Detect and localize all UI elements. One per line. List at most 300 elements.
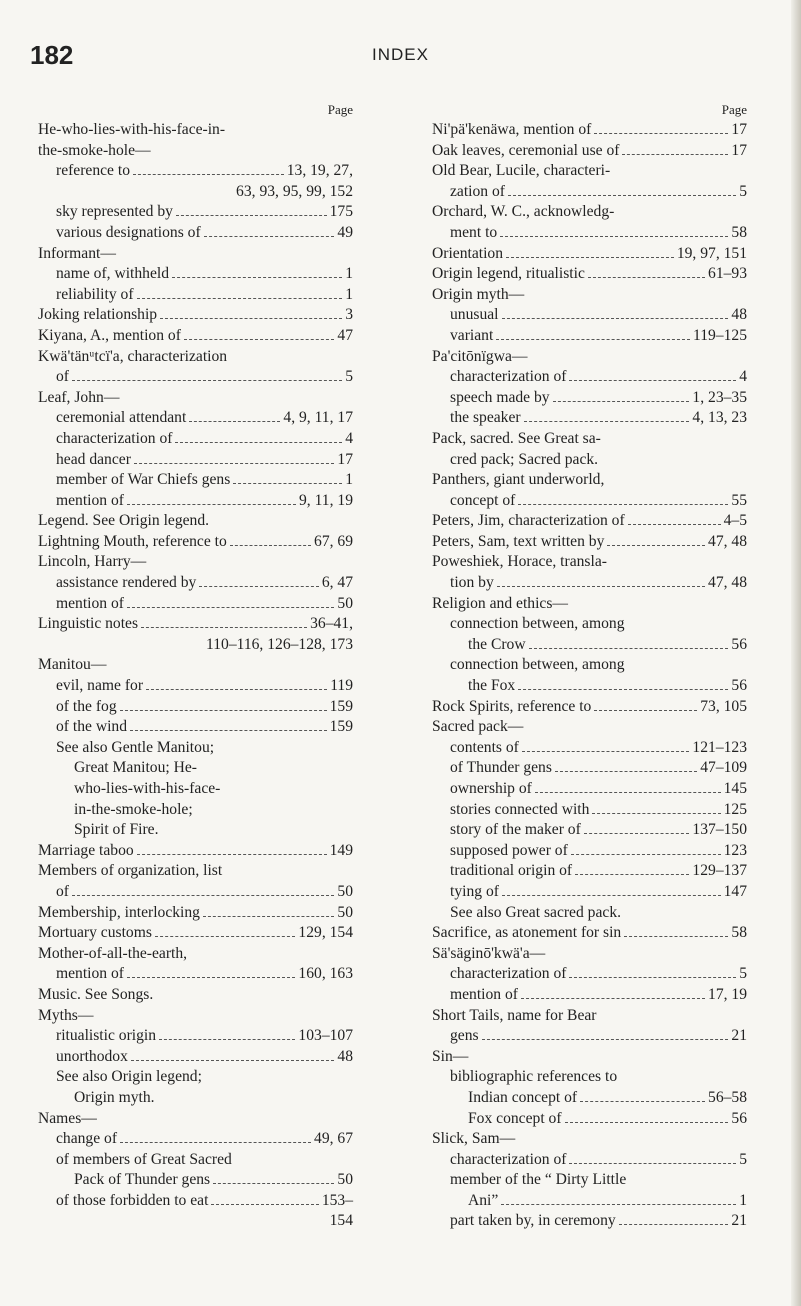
entry-text: speech made by <box>450 388 550 406</box>
index-cross-reference: Origin myth. <box>74 1088 155 1106</box>
entry-text: Oak leaves, ceremonial use of <box>432 141 620 159</box>
page-reference: 1 <box>739 1191 747 1209</box>
page-reference: 123 <box>723 841 747 859</box>
dot-leader <box>524 421 690 422</box>
dot-leader <box>120 1142 311 1143</box>
page-reference: 73, 105 <box>700 697 747 715</box>
dot-leader <box>553 401 690 402</box>
dot-leader <box>569 1163 736 1164</box>
index-heading <box>432 244 747 265</box>
entry-text: concept of <box>450 491 516 509</box>
index-subentry <box>38 882 353 903</box>
page-reference: 4 <box>739 368 747 386</box>
entry-text: characterization of <box>450 1150 567 1168</box>
page-reference: 47–109 <box>700 759 747 777</box>
index-subentry <box>38 450 353 471</box>
dot-leader <box>584 833 690 834</box>
dot-leader <box>133 174 284 175</box>
entry-text: Marriage taboo <box>38 841 134 859</box>
index-cross-reference: See also Great sacred pack. <box>450 903 622 921</box>
index-heading <box>432 202 747 223</box>
dot-leader <box>508 195 736 196</box>
index-heading <box>38 923 353 944</box>
index-heading <box>38 120 353 141</box>
index-heading <box>432 552 747 573</box>
dot-leader <box>575 874 689 875</box>
dot-leader <box>501 1204 736 1205</box>
index-subentry <box>432 1191 747 1212</box>
dot-leader <box>127 607 334 608</box>
entry-text: Members of organization, list <box>38 862 223 880</box>
index-subentry <box>432 1088 747 1109</box>
page-reference: 9, 11, 19 <box>299 491 353 509</box>
page-reference: 17 <box>731 141 747 159</box>
page-reference: 58 <box>731 223 747 241</box>
index-heading <box>38 347 353 368</box>
entry-text: Old Bear, Lucile, characteri- <box>432 162 611 180</box>
index-subentry <box>38 491 353 512</box>
page-reference: 4, 9, 11, 17 <box>283 409 353 427</box>
dot-leader <box>594 133 728 134</box>
entry-text: connection between, among <box>450 615 625 633</box>
entry-text: unorthodox <box>56 1047 128 1065</box>
index-subentry <box>432 223 747 244</box>
index-subentry <box>432 861 747 882</box>
dot-leader <box>184 339 334 340</box>
page-reference: 4 <box>345 429 353 447</box>
entry-text: Informant— <box>38 244 116 262</box>
index-heading <box>38 841 353 862</box>
index-subentry <box>432 779 747 800</box>
index-subentry <box>432 758 747 779</box>
entry-text: head dancer <box>56 450 131 468</box>
entry-text: various designations of <box>56 223 201 241</box>
dot-leader <box>230 545 311 546</box>
entry-text: traditional origin of <box>450 862 573 880</box>
index-heading <box>432 944 747 965</box>
page-reference: 47, 48 <box>708 532 747 550</box>
index-heading <box>432 141 747 162</box>
dot-leader <box>607 545 705 546</box>
index-heading <box>38 1109 353 1130</box>
entry-text: Rock Spirits, reference to <box>432 697 592 715</box>
index-heading <box>432 1129 747 1150</box>
index-subentry <box>38 202 353 223</box>
index-subentry <box>38 697 353 718</box>
page-reference: 129, 154 <box>298 924 353 942</box>
index-subentry <box>432 1150 747 1171</box>
entry-text: Short Tails, name for Bear <box>432 1006 597 1024</box>
page-edge-shadow <box>791 0 801 1306</box>
entry-text: contents of <box>450 738 519 756</box>
dot-leader <box>518 504 728 505</box>
index-heading <box>432 923 747 944</box>
index-subentry <box>38 264 353 285</box>
entry-text: evil, name for <box>56 677 144 695</box>
index-subentry <box>432 491 747 512</box>
entry-text: Pa'citōnïgwa— <box>432 347 528 365</box>
entry-text: Sä'säginō'kwä'a— <box>432 944 546 962</box>
dot-leader <box>233 483 342 484</box>
index-heading <box>38 944 353 965</box>
entry-text: Ni'pä'kenäwa, mention of <box>432 121 592 138</box>
entry-text: name of, withheld <box>56 265 170 283</box>
index-entry-continuation: 154 <box>329 1212 353 1230</box>
index-heading <box>38 861 353 882</box>
index-subentry <box>432 800 747 821</box>
page-reference: 153– <box>321 1191 353 1209</box>
entry-text: of members of Great Sacred <box>56 1150 232 1168</box>
entry-text: Poweshiek, Horace, transla- <box>432 553 607 571</box>
dot-leader <box>204 236 335 237</box>
entry-text: Slick, Sam— <box>432 1130 516 1148</box>
entry-text: Joking relationship <box>38 306 158 324</box>
entry-text: Pack of Thunder gens <box>74 1171 211 1189</box>
dot-leader <box>189 421 280 422</box>
entry-text: Sin— <box>432 1047 469 1065</box>
entry-text: of <box>56 882 69 900</box>
dot-leader <box>500 236 728 237</box>
index-heading <box>432 347 747 368</box>
index-heading <box>432 120 747 141</box>
dot-leader <box>502 318 729 319</box>
page-reference: 50 <box>337 594 353 612</box>
dot-leader <box>176 215 327 216</box>
page-reference: 5 <box>739 1150 747 1168</box>
page-reference: 58 <box>731 924 747 942</box>
entry-text: the Fox <box>468 677 516 695</box>
index-subentry <box>432 408 747 429</box>
dot-leader <box>130 730 327 731</box>
page-reference: 50 <box>337 903 353 921</box>
page-reference: 4, 13, 23 <box>692 409 747 427</box>
entry-text: characterization of <box>56 429 173 447</box>
index-subentry <box>38 573 353 594</box>
index-subentry <box>432 985 747 1006</box>
entry-text: Pack, sacred. See Great sa- <box>432 429 601 447</box>
page-reference: 47, 48 <box>708 574 747 592</box>
index-subentry <box>432 1026 747 1047</box>
entry-text: tying of <box>450 882 499 900</box>
index-heading <box>38 614 353 635</box>
page-reference: 50 <box>337 882 353 900</box>
entry-text: characterization of <box>450 965 567 983</box>
dot-leader <box>137 854 327 855</box>
dot-leader <box>155 936 296 937</box>
index-heading <box>432 511 747 532</box>
entry-text: Manitou— <box>38 656 107 674</box>
index-subentry <box>432 1109 747 1130</box>
entry-text: Sacred pack— <box>432 718 524 736</box>
dot-leader <box>203 916 334 917</box>
index-heading <box>432 697 747 718</box>
dot-leader <box>72 380 342 381</box>
index-entry-continuation: 110–116, 126–128, 173 <box>206 635 353 653</box>
page-reference: 160, 163 <box>298 965 353 983</box>
index-subentry <box>432 676 747 697</box>
entry-text: supposed power of <box>450 841 568 859</box>
entry-text: reference to <box>56 162 131 180</box>
index-subentry <box>38 1191 353 1212</box>
index-heading <box>432 285 747 306</box>
entry-text: Fox concept of <box>468 1109 562 1127</box>
index-heading <box>432 532 747 553</box>
entry-text: mention of <box>450 985 518 1003</box>
index-subentry <box>432 182 747 203</box>
page-reference: 61–93 <box>708 265 747 283</box>
page-reference: 21 <box>731 1027 747 1045</box>
page-reference: 149 <box>329 841 353 859</box>
entry-text: Origin myth— <box>432 285 525 303</box>
index-heading <box>38 326 353 347</box>
page-reference: 47 <box>337 326 353 344</box>
page-column-label: Page <box>327 102 353 117</box>
entry-text: Names— <box>38 1109 97 1127</box>
page-reference: 55 <box>731 491 747 509</box>
entry-text: Linguistic notes <box>38 615 139 633</box>
page-reference: 36–41, <box>310 615 353 633</box>
index-subentry <box>38 223 353 244</box>
entry-text: gens <box>450 1027 479 1045</box>
page-reference: 125 <box>723 800 747 818</box>
index-cross-reference: who-lies-with-his-face- <box>74 780 221 797</box>
entry-text: Membership, interlocking <box>38 903 200 921</box>
index-subentry <box>432 882 747 903</box>
index-column-left <box>38 100 353 1232</box>
entry-text: He-who-lies-with-his-face-in- <box>38 121 226 138</box>
page-reference: 56–58 <box>708 1088 747 1106</box>
index-subentry <box>38 1170 353 1191</box>
index-subentry <box>38 1026 353 1047</box>
index-cross-reference: Great Manitou; He- <box>74 759 197 777</box>
entry-text: Panthers, giant underworld, <box>432 471 605 489</box>
page-reference: 56 <box>731 677 747 695</box>
page-reference: 147 <box>723 882 747 900</box>
index-heading <box>38 552 353 573</box>
dot-leader <box>571 854 721 855</box>
page-reference: 49 <box>337 223 353 241</box>
index-subentry <box>432 326 747 347</box>
index-subentry <box>432 635 747 656</box>
dot-leader <box>518 689 728 690</box>
entry-text: ment to <box>450 223 498 241</box>
index-heading <box>432 429 747 450</box>
entry-text: the-smoke-hole— <box>38 141 151 159</box>
entry-text: ownership of <box>450 780 532 797</box>
entry-text: of the wind <box>56 718 128 736</box>
index-cross-reference: See also Origin legend; <box>56 1068 202 1086</box>
index-subentry <box>432 820 747 841</box>
index-subentry <box>432 573 747 594</box>
dot-leader <box>555 771 697 772</box>
entry-text: Orchard, W. C., acknowledg- <box>432 203 615 221</box>
entry-text: ritualistic origin <box>56 1027 157 1045</box>
index-subentry <box>432 305 747 326</box>
entry-text: of those forbidden to eat <box>56 1191 209 1209</box>
entry-text: Orientation <box>432 244 504 262</box>
entry-text: story of the maker of <box>450 821 581 839</box>
page-reference: 145 <box>723 780 747 797</box>
entry-text: bibliographic references to <box>450 1068 618 1086</box>
entry-text: Mortuary customs <box>38 924 152 942</box>
index-subentry <box>38 717 353 738</box>
dot-leader <box>497 586 705 587</box>
page-reference: 6, 47 <box>321 574 353 592</box>
dot-leader <box>622 154 728 155</box>
dot-leader <box>134 463 335 464</box>
index-subentry <box>38 367 353 388</box>
index-heading <box>432 264 747 285</box>
index-subentry <box>38 408 353 429</box>
entry-text: Religion and ethics— <box>432 594 568 612</box>
index-subentry <box>38 470 353 491</box>
index-cross-reference: See also Gentle Manitou; <box>56 738 215 756</box>
page-reference: 175 <box>329 203 353 221</box>
entry-text: part taken by, in ceremony <box>450 1212 616 1230</box>
page-reference: 119 <box>330 677 353 695</box>
entry-text: Origin legend, ritualistic <box>432 265 585 283</box>
page-reference: 67, 69 <box>314 532 353 550</box>
page-column-label: Page <box>721 102 747 117</box>
entry-text: of Thunder gens <box>450 759 552 777</box>
dot-leader <box>127 504 296 505</box>
index-heading <box>432 161 747 182</box>
dot-leader <box>131 1060 335 1061</box>
dot-leader <box>159 1039 295 1040</box>
index-subentry <box>432 614 747 635</box>
page-reference: 56 <box>731 635 747 653</box>
dot-leader <box>628 524 721 525</box>
dot-leader <box>213 1183 334 1184</box>
dot-leader <box>529 648 729 649</box>
index-subentry <box>38 285 353 306</box>
page-reference: 137–150 <box>692 821 747 839</box>
page-reference: 5 <box>345 368 353 386</box>
dot-leader <box>211 1204 318 1205</box>
entry-text: the Crow <box>468 635 526 653</box>
entry-text: tion by <box>450 574 494 592</box>
index-heading <box>38 511 353 532</box>
index-subentry <box>432 388 747 409</box>
page-reference: 5 <box>739 965 747 983</box>
dot-leader <box>175 442 342 443</box>
entry-text: Ani” <box>468 1191 499 1209</box>
entry-text: Peters, Sam, text written by <box>432 532 605 550</box>
entry-text: sky represented by <box>56 203 173 221</box>
entry-text: reliability of <box>56 285 134 303</box>
index-heading <box>38 532 353 553</box>
index-subentry <box>38 1150 353 1171</box>
page-reference: 103–107 <box>298 1027 353 1045</box>
dot-leader <box>521 998 705 999</box>
dot-leader <box>569 977 736 978</box>
dot-leader <box>146 689 327 690</box>
entry-text: stories connected with <box>450 800 590 818</box>
dot-leader <box>127 977 295 978</box>
index-entry-continuation: 63, 93, 95, 99, 152 <box>236 182 353 200</box>
entry-text: Leaf, John— <box>38 388 120 406</box>
dot-leader <box>160 318 342 319</box>
index-heading <box>38 655 353 676</box>
index-subentry <box>432 367 747 388</box>
index-column-right <box>432 100 747 1232</box>
dot-leader <box>535 792 721 793</box>
index-heading <box>432 594 747 615</box>
entry-text: the speaker <box>450 409 521 427</box>
dot-leader <box>137 298 343 299</box>
page-reference: 3 <box>345 306 353 324</box>
page-reference: 17 <box>731 121 747 138</box>
index-subentry <box>432 655 747 676</box>
index-cross-reference: Spirit of Fire. <box>74 821 159 839</box>
entry-text: unusual <box>450 306 499 324</box>
index-heading <box>432 470 747 491</box>
index-subentry <box>432 841 747 862</box>
entry-text: Sacrifice, as atonement for sin <box>432 924 622 942</box>
entry-text: of <box>56 368 69 386</box>
page-reference: 129–137 <box>692 862 747 880</box>
page-reference: 1 <box>345 285 353 303</box>
page-reference: 4–5 <box>723 512 747 530</box>
dot-leader <box>506 257 674 258</box>
page-reference: 159 <box>329 697 353 715</box>
dot-leader <box>72 895 334 896</box>
page-reference: 13, 19, 27, <box>286 162 353 180</box>
dot-leader <box>565 1122 729 1123</box>
dot-leader <box>141 627 307 628</box>
page-reference: 17, 19 <box>708 985 747 1003</box>
page-reference: 49, 67 <box>314 1130 353 1148</box>
entry-text: zation of <box>450 182 505 200</box>
dot-leader <box>496 339 690 340</box>
index-subentry <box>432 1067 747 1088</box>
dot-leader <box>199 586 319 587</box>
entry-text: Myths— <box>38 1006 94 1024</box>
index-heading <box>38 985 353 1006</box>
index-subentry <box>38 1047 353 1068</box>
entry-text: connection between, among <box>450 656 625 674</box>
entry-text: Lightning Mouth, reference to <box>38 532 227 550</box>
index-subentry <box>38 429 353 450</box>
index-subentry <box>38 964 353 985</box>
index-subentry <box>38 594 353 615</box>
page-reference: 17 <box>337 450 353 468</box>
page-reference: 159 <box>329 718 353 736</box>
index-subentry <box>432 738 747 759</box>
entry-text: mention of <box>56 594 124 612</box>
entry-text: member of War Chiefs gens <box>56 471 231 489</box>
index-cross-reference: in-the-smoke-hole; <box>74 800 193 818</box>
index-heading <box>38 141 353 162</box>
entry-text: member of the “ Dirty Little <box>450 1171 627 1189</box>
dot-leader <box>594 710 697 711</box>
entry-text: assistance rendered by <box>56 574 197 592</box>
page-reference: 1 <box>345 265 353 283</box>
entry-text: Kiyana, A., mention of <box>38 326 181 344</box>
index-subentry <box>38 1129 353 1150</box>
page-reference: 48 <box>731 306 747 324</box>
page-reference: 48 <box>337 1047 353 1065</box>
page-reference: 1, 23–35 <box>692 388 747 406</box>
index-subentry <box>38 676 353 697</box>
entry-text: of the fog <box>56 697 117 715</box>
index-heading <box>432 1006 747 1027</box>
dot-leader <box>502 895 721 896</box>
index-heading <box>432 717 747 738</box>
entry-text: Peters, Jim, characterization of <box>432 512 625 530</box>
entry-text: change of <box>56 1130 118 1148</box>
index-heading <box>38 1006 353 1027</box>
